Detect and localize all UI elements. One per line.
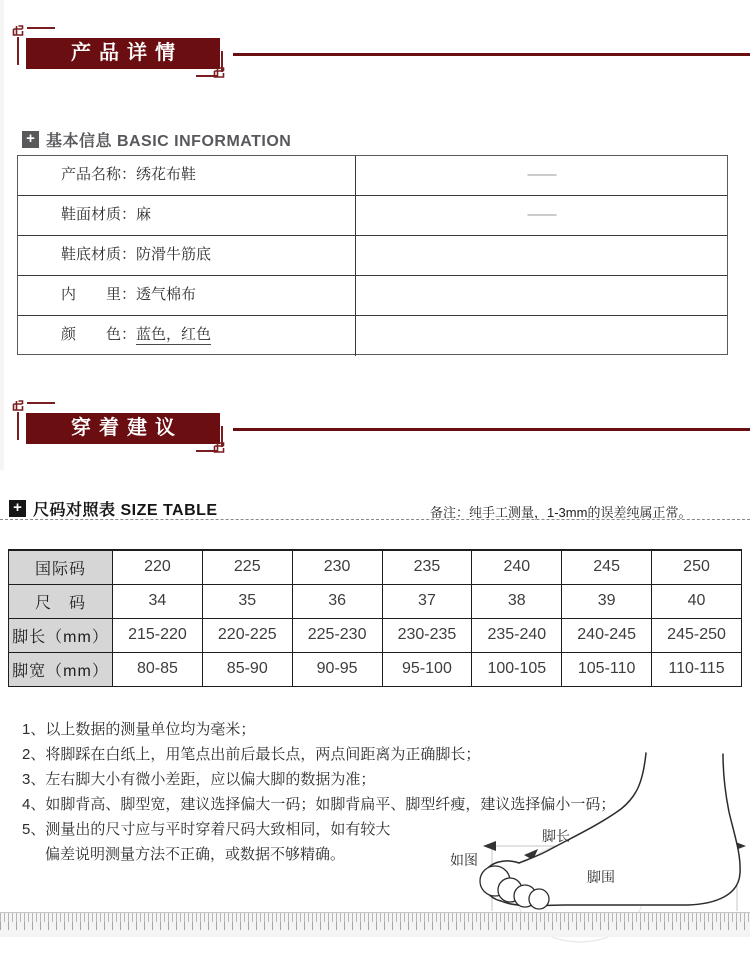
table-row <box>18 316 727 356</box>
as-shown-label: 如图 <box>450 852 478 868</box>
table-row <box>9 584 742 618</box>
table-cell: 90-95 <box>292 652 382 686</box>
size-table-heading <box>9 497 218 520</box>
plus-icon: + <box>22 131 39 148</box>
table-cell: 250 <box>652 550 742 584</box>
table-cell: 110-115 <box>652 652 742 686</box>
note-item: 1、以上数据的测量单位均为毫米； <box>22 721 256 738</box>
color-label-prefix: 颜 色： <box>61 326 137 343</box>
basic-info-table <box>17 155 728 355</box>
table-cell: 85-90 <box>202 652 292 686</box>
table-cell: 40 <box>652 584 742 618</box>
table-cell: 36 <box>292 584 382 618</box>
measurement-note: 备注：纯手工测量，1-3mm的误差纯属正常。 <box>430 505 692 520</box>
divider-line <box>233 428 750 431</box>
table-cell: 225 <box>202 550 292 584</box>
note-item-continuation: 偏差说明测量方法不正确，或数据不够精确。 <box>45 846 346 863</box>
product-details-banner <box>0 24 750 84</box>
table-cell: 34 <box>113 584 203 618</box>
table-cell: 220-225 <box>202 618 292 652</box>
table-row <box>18 236 727 276</box>
table-cell: 105-110 <box>562 652 652 686</box>
table-cell-dash: —— <box>527 206 556 223</box>
basic-info-heading <box>22 128 291 151</box>
row-header-size: 尺 码 <box>9 584 113 618</box>
product-name-label: 产品名称：绣花布鞋 <box>18 156 356 195</box>
table-cell: 80-85 <box>113 652 203 686</box>
foot-girth-label: 脚围 <box>587 869 615 885</box>
plus-icon: + <box>9 500 26 517</box>
foot-length-label: 脚长 <box>542 828 570 844</box>
note-item: 5、测量出的尺寸应与平时穿着尺码大致相同，如有较大 <box>22 821 391 838</box>
divider-line <box>233 53 750 56</box>
table-cell: 245 <box>562 550 652 584</box>
upper-material-label: 鞋面材质：麻 <box>18 196 356 235</box>
table-cell: 240 <box>472 550 562 584</box>
ornament-line <box>17 412 19 440</box>
table-row <box>9 550 742 584</box>
row-header-foot-width: 脚宽（mm） <box>9 652 113 686</box>
toe-outline <box>529 889 549 909</box>
section-banner-title: 穿着建议 <box>26 413 220 444</box>
table-cell: 245-250 <box>652 618 742 652</box>
table-cell: 240-245 <box>562 618 652 652</box>
color-values-link[interactable]: 蓝色，红色 <box>136 326 212 343</box>
table-cell: 95-100 <box>382 652 472 686</box>
table-cell-empty <box>356 236 727 275</box>
size-chart-table <box>8 549 742 687</box>
table-cell: 100-105 <box>472 652 562 686</box>
row-header-foot-length: 脚长（mm） <box>9 618 113 652</box>
table-cell: 220 <box>113 550 203 584</box>
ornament-line <box>27 27 55 29</box>
ornament-line <box>17 37 19 65</box>
table-row <box>9 652 742 686</box>
table-cell: 235-240 <box>472 618 562 652</box>
table-row <box>18 276 727 316</box>
table-row <box>18 156 727 196</box>
table-cell-dash: —— <box>527 166 556 183</box>
wearing-advice-banner <box>0 399 750 459</box>
table-cell: 39 <box>562 584 652 618</box>
table-row <box>9 618 742 652</box>
chinese-knot-icon <box>212 441 229 457</box>
table-cell: 230-235 <box>382 618 472 652</box>
ruler <box>0 912 750 937</box>
table-row <box>18 196 727 236</box>
table-cell-empty <box>356 276 727 315</box>
table-cell: 235 <box>382 550 472 584</box>
basic-info-title: 基本信息 BASIC INFORMATION <box>46 133 292 150</box>
arrow-left-icon <box>483 841 496 851</box>
lining-label: 内 里：透气棉布 <box>18 276 356 315</box>
sole-material-label: 鞋底材质：防滑牛筋底 <box>18 236 356 275</box>
row-header-intl-size: 国际码 <box>9 550 113 584</box>
table-cell: 215-220 <box>113 618 203 652</box>
table-cell: 230 <box>292 550 382 584</box>
size-table-title: 尺码对照表 SIZE TABLE <box>33 502 218 519</box>
chinese-knot-icon <box>212 66 229 82</box>
note-item: 2、将脚踩在白纸上，用笔点出前后最长点，两点间距离为正确脚长； <box>22 746 481 763</box>
table-cell: 37 <box>382 584 472 618</box>
section-banner-title: 产品详情 <box>26 38 220 69</box>
table-cell: 225-230 <box>292 618 382 652</box>
table-cell: 38 <box>472 584 562 618</box>
note-item: 4、如脚背高、脚型宽，建议选择偏大一码；如脚背扁平、脚型纤瘦，建议选择偏小一码； <box>22 796 616 813</box>
table-cell: 35 <box>202 584 292 618</box>
table-cell-empty <box>356 316 727 356</box>
dashed-divider <box>0 519 750 520</box>
color-label <box>18 316 356 356</box>
ornament-line <box>27 402 55 404</box>
note-item: 3、左右脚大小有微小差距，应以偏大脚的数据为准； <box>22 771 376 788</box>
